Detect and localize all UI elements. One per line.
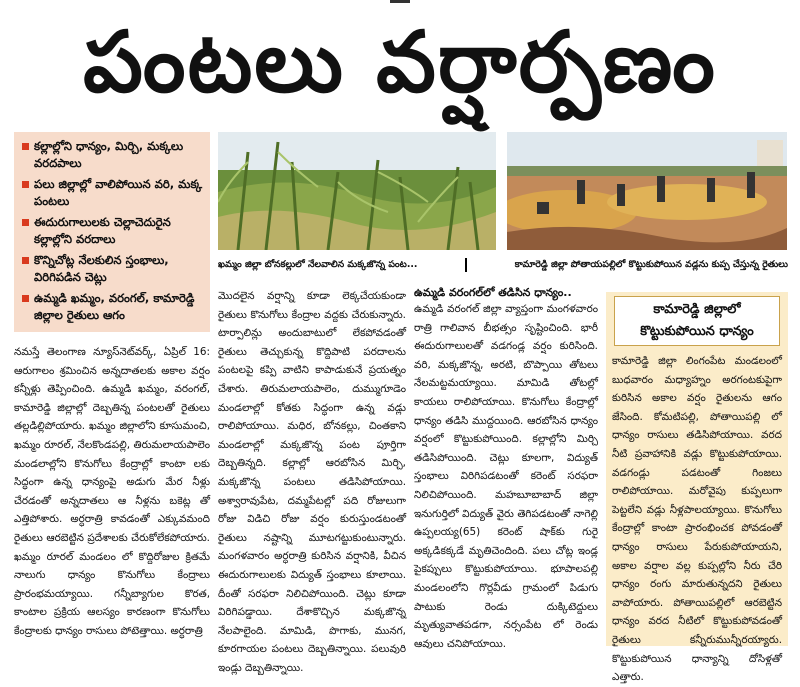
page-headline: పంటలు వర్షార్పణం xyxy=(83,13,717,111)
grain-drying-photo xyxy=(507,132,787,250)
caption-right: కామారెడ్డి జిల్లా పోతాయపల్లిలో కొట్టుకుపోయిన వడ్లను కుప్ప చేస్తున్న రైతులు xyxy=(514,258,788,270)
photo-captions xyxy=(218,252,788,278)
article-column-1 xyxy=(14,343,210,641)
caption-divider xyxy=(465,258,467,272)
kamareddy-sidebox xyxy=(606,292,788,684)
article-text: మొదలైన వర్షాన్ని కూడా లెక్కచేయకుండా రైతులు కొనుగోలు కేంద్రాల వద్దకు చేరుకున్నారు. టార్పాలిన్లు అందుబాటులో లేకపోవడంతో రైతులు తెచ్చుకున్న కొద్దిపాటి పరదాలను పంటలపై కప్పి వాటిని కాపాడుకునే ప్రయత్నం చేశారు. తిరుమలాయపాలెం, దుమ్ముగూడెం మండలాల్లో కోతకు సిద్ధంగా ఉన్న వడ్లు రాలిపోయాయి. మధిర, బోనకల్లు, చింతకాని మండలాల్లో మక్కజొన్న పంట పూర్తిగా దెబ్బతిన్నది. కల్లాల్లో ఆరబోసిన మిర్చి, మక్కజొన్న పంటలు తడిసిపోయాయి. అశ్వారావుపేట, దమ్మపేటల్లో పది రోజులుగా రోజు విడిచి రోజు వర్షం కురుస్తుండటంతో రైతులు నష్టాన్ని మూటగట్టుకుంటున్నారు. మంగళవారం అర్ధరాత్రి కురిసిన వర్షానికి, వీచిన ఈదురుగాలులకు విద్యుత్ స్తంభాలు కూలాయి. దీంతో సరఫరా నిలిచిపోయింది. చెట్లు కూడా విరిగిపడ్డాయి. దేశాకొచ్చిన మక్కజొన్న నేలపాలైంది. మామిడి, పొగాకు, మునగ, కూరగాయల పంటలు దెబ్బతిన్నాయి. పలువురి ఇండ్లు దెబ్బతిన్నాయి. xyxy=(218,290,406,674)
highlight-item: ఈదురుగాలులకు చెల్లాచెదురైన కల్లాల్లోని వరదాలు xyxy=(22,214,204,248)
highlights-box xyxy=(14,132,210,332)
sidebox-text: కామారెడ్డి జిల్లా లింగంపేట మండలంలో బుధవారం మధ్యాహ్నం అరగంటకుపైగా కురిసిన అకాల వర్షం రైతులను ఆగం జేసింది. కోమటిపల్లి, పోతాయిపల్లి లో ధాన్యం రాసులు తడిసిపోయాయి. వరద నీటి ప్రవాహానికి వడ్లు కొట్టుకుపోయాయి. వడగండ్లు పడటంతో గింజలు రాలిపోయాయి. మరోవైపు కుప్పలుగా పెట్టలేని వడ్లు నీళ్లపాలయ్యాయి. కొనుగోలు కేంద్రాల్లో కాంటా ప్రారంభించక పోవడంతో ధాన్యం రాసులు పేరుకుపోయాయని, అకాల వర్షాల వల్ల కుప్పల్లోని నీరు చేరి ధాన్యం రంగు మారుతున్నదని రైతులు వాపోయారు. పోతాయిపల్లిలో ఆరబెట్టిన ధాన్యం వరద నీటిలో కొట్టుకుపోవడంతో రైతులు కన్నీరుమున్నీరయ్యారు. కొట్టుకుపోయిన ధాన్యాన్ని దోసిళ్లతో ఎత్తారు. xyxy=(612,355,782,684)
article-column-2 xyxy=(218,287,406,677)
caption-left: ఖమ్మం జిల్లా బోనకల్లులో నేలవాలిన మక్కజొన్న పంట... xyxy=(218,258,418,270)
highlight-item: పలు జిల్లాల్లో వాలిపోయిన వరి, మక్క పంటలు xyxy=(22,176,204,210)
masthead-rule xyxy=(390,0,410,3)
highlight-item: కొన్నిచోట్ల నేలకులిన స్తంభాలు, విరిగిపడిన చెట్లు xyxy=(22,252,204,286)
article-text: ఉమ్మడి వరంగల్ జిల్లా వ్యాప్తంగా మంగళవారం రాత్రి గాలివాన బీభత్సం సృష్టించింది. భారీ ఈదురుగాలులతో వడగండ్ల వర్షం కురిసింది. వరి, మక్కజొన్న, అరటి, బొప్పాయి తోటలు నేలమట్టమయ్యాయి. మామిడి తోటల్లో కాయలు రాలిపోయాయి. కొనుగోలు కేంద్రాల్లో ధాన్యం తడిసి ముద్దయింది. ఆరబోసిన ధాన్యం వర్షంలో కొట్టుకుపోయింది. కల్లాల్లోని మిర్చి తడిసిపోయింది. చెట్లు కూలగా, విద్యుత్ స్తంభాలు విరిగిపడటంతో కరెంట్ సరఫరా నిలిచిపోయింది. మహబూబాబాద్ జిల్లా ఇనుగుర్తిలో విద్యుత్ వైరు తెగిపడటంతో నాగెల్లి ఉప్పలయ్య(65) కరెంట్ షాక్‌కు గురై అక్కడికక్కడే మృతిచెందింది. పలు చోట్ల ఇండ్ల పైకప్పులు కొట్టుకుపోయాయి. భూపాలపల్లి మండలంలోని గొర్లవీడు గ్రామంలో పిడుగు పాటుకు రెండు దుక్కిటెద్దులు మృత్యువాతపడగా, నర్సంపేట లో రెండు ఆవులు చనిపోయాయి. xyxy=(414,303,598,650)
corn-field-photo xyxy=(218,132,496,250)
article-text: నమస్తే తెలంగాణ న్యూస్‌నెట్‌వర్క్, ఏప్రిల్ 16: ఆరుగాలం శ్రమించిన అన్నదాతలకు అకాల వర్షం కన్నీళ్లు తెప్పించింది. ఉమ్మడి ఖమ్మం, వరంగల్, కామారెడ్డి జిల్లాల్లో దెబ్బతిన్న పంటలతో రైతులు తల్లడిల్లిపోయారు. ఖమ్మం జిల్లాలోని కూసుమంచి, ఖమ్మం రూరల్, నేలకొండపల్లి, తిరుమలాయపాలెం మండలాల్లోని కొనుగోలు కేంద్రాల్లో కాంటా లకు సిద్ధంగా ఉన్న ధాన్యంపై అడుగు మేర నీళ్లు చేరడంతో అన్నదాతలు ఆ నీళ్లను బకెట్ల తో ఎత్తిపోశారు. అర్ధరాత్రి కావడంతో ఎక్కువమంది రైతులు ఆరబెట్టిన ప్రదేశాలకు చేరుకోలేకపోయారు. ఖమ్మం రూరల్ మండలం లో కొద్దిరోజుల క్రితమే నాలుగు ధాన్యం కొనుగోలు కేంద్రాలు ప్రారంభమయ్యాయి. గన్నీబ్యాగుల కొరత, కాంటాల ప్రక్రియ ఆలస్యం కారణంగా కొనుగోలు కేంద్రాలకు ధాన్యం రాసులు పోటెత్తాయి. అర్ధరాత్రి xyxy=(14,346,210,637)
article-column-3 xyxy=(414,300,598,653)
sub-heading: ఉమ్మడి వరంగల్‌లో తడిసిన ధాన్యం.. xyxy=(414,286,572,299)
sidebox-title: కామారెడ్డి జిల్లాలో కొట్టుకుపోయిన ధాన్యం xyxy=(614,296,780,346)
highlight-item: కల్లాల్లోని ధాన్యం, మిర్చి, మక్కలు వరదపాలు xyxy=(22,138,204,172)
highlight-item: ఉమ్మడి ఖమ్మం, వరంగల్, కామారెడ్డి జిల్లాల రైతులు ఆగం xyxy=(22,290,204,324)
